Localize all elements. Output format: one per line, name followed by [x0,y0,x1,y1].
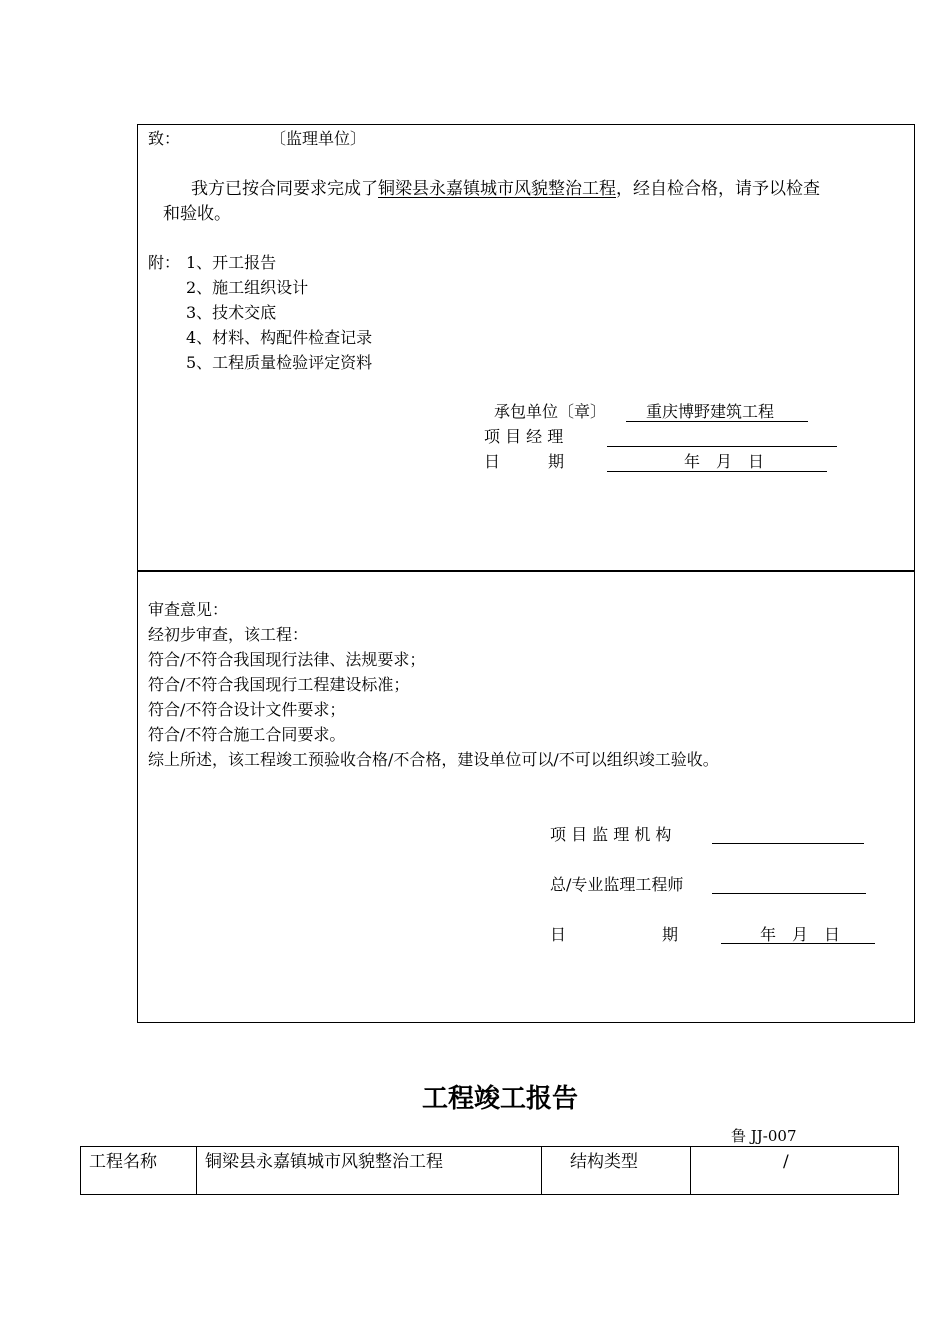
review-line-1: 经初步审查，该工程： [148,625,309,644]
project-info-table [80,1146,899,1195]
engineer-underline [712,893,866,894]
body-suffix: ，经自检合格，请予以检查 [616,179,820,199]
to-unit: 〔监理单位〕 [270,129,367,148]
attachment-4: 4、材料、构配件检查记录 [186,328,373,347]
attachment-1: 1、开工报告 [186,253,277,272]
manager-underline [607,446,837,447]
name-label-cell: 工程名称 [81,1147,197,1195]
review-line-5: 符合/不符合施工合同要求。 [148,725,346,744]
engineer-label: 总/专业监理工程师 [550,875,684,894]
table-row [81,1147,899,1195]
review-line-4: 符合/不符合设计文件要求； [148,700,346,719]
review-line-2: 符合/不符合我国现行法律、法规要求； [148,650,426,669]
attachment-2: 2、施工组织设计 [186,278,309,297]
attach-label: 附： [148,253,181,272]
struct-label-cell: 结构类型 [542,1147,691,1195]
body-line1 [191,179,820,199]
body-line2: 和验收。 [163,204,231,224]
project-name: 铜梁县永嘉镇城市风貌整治工程 [378,179,616,199]
review-date-label: 日 期 [550,925,679,944]
body-prefix: 我方已按合同要求完成了 [191,179,378,199]
org-label: 项 目 监 理 机 构 [550,825,672,844]
contractor-value: 重庆博野建筑工程 [646,402,775,421]
review-heading: 审查意见： [148,600,229,619]
review-line-3: 符合/不符合我国现行工程建设标准； [148,675,410,694]
report-title: 工程竣工报告 [421,1084,578,1114]
to-label: 致： [148,129,181,148]
attachment-5: 5、工程质量检验评定资料 [186,353,373,372]
attachment-3: 3、技术交底 [186,303,277,322]
struct-value-cell: / [691,1147,899,1195]
contractor-date-value: 年 月 日 [684,452,765,471]
contractor-label: 承包单位〔章〕 [494,402,607,421]
manager-label: 项 目 经 理 [484,427,564,446]
contractor-date-label: 日 期 [484,452,565,471]
review-line-6: 综上所述，该工程竣工预验收合格/不合格，建设单位可以/不可以组织竣工验收。 [148,750,719,769]
name-value-cell: 铜梁县永嘉镇城市风貌整治工程 [197,1147,542,1195]
review-date-value: 年 月 日 [760,925,841,944]
org-underline [712,843,864,844]
report-code: 鲁 JJ-007 [731,1127,797,1145]
